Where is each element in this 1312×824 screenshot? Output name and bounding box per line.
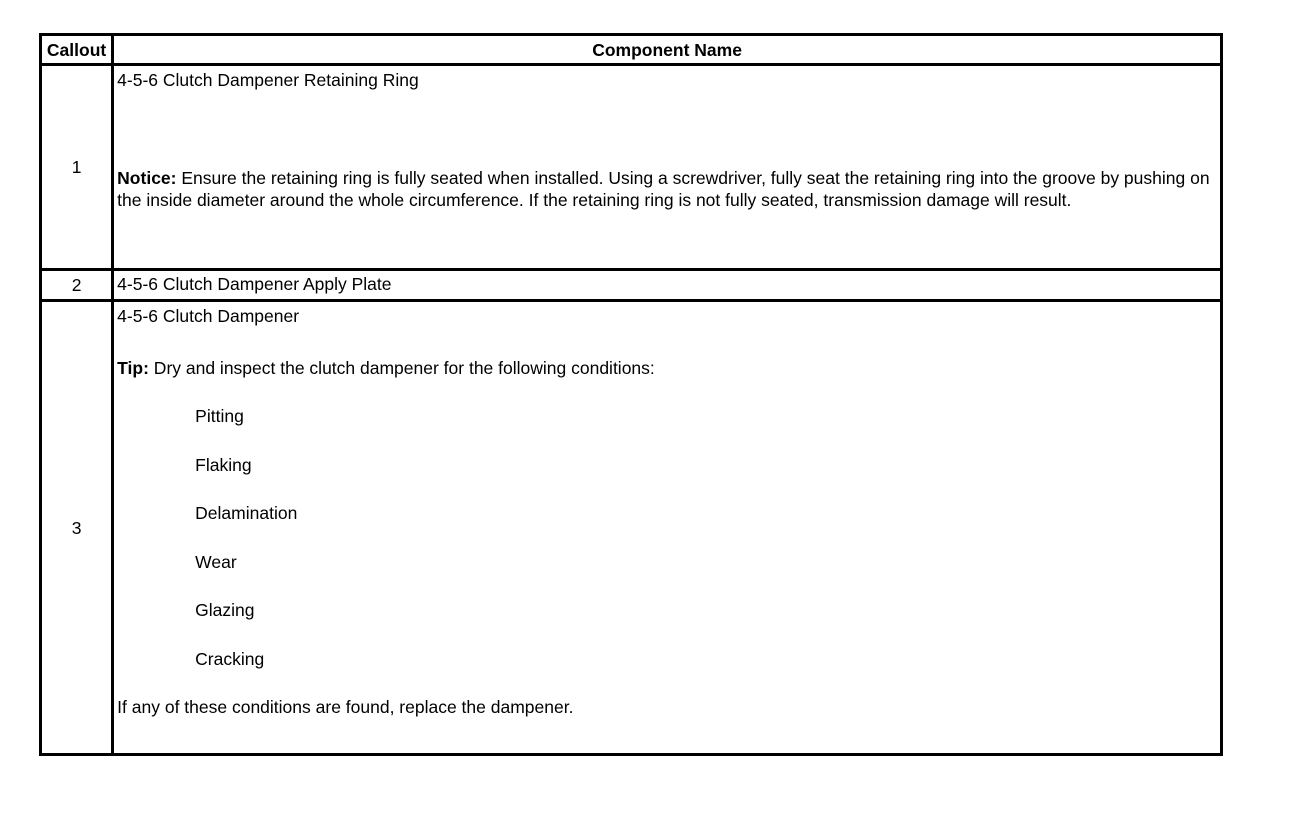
component-cell	[113, 270, 1222, 301]
table-row	[41, 65, 1222, 270]
callout-number: 3	[41, 301, 113, 755]
condition-item: Cracking	[195, 648, 265, 669]
notice-label: Notice:	[117, 168, 177, 188]
tip-paragraph	[117, 357, 1216, 379]
conditions-list	[117, 405, 1216, 696]
condition-item: Wear	[195, 551, 237, 572]
component-name-header: Component Name	[113, 35, 1222, 65]
component-cell	[113, 65, 1222, 270]
component-name: 4-5-6 Clutch Dampener Apply Plate	[117, 274, 392, 294]
callout-number: 1	[41, 65, 113, 270]
component-name: 4-5-6 Clutch Dampener	[117, 306, 300, 326]
condition-item: Delamination	[195, 503, 298, 523]
tip-label: Tip:	[117, 358, 149, 378]
table-header-row	[41, 35, 1222, 65]
condition-item: Flaking	[195, 454, 252, 475]
callout-number: 2	[41, 270, 113, 301]
component-name: 4-5-6 Clutch Dampener Retaining Ring	[117, 70, 419, 90]
condition-item: Glazing	[195, 600, 255, 620]
callout-header: Callout	[41, 35, 113, 65]
component-cell	[113, 301, 1222, 755]
closing-instruction: If any of these conditions are found, replace the dampener.	[117, 696, 574, 717]
component-table	[39, 33, 1223, 756]
tip-text: Dry and inspect the clutch dampener for the following conditions:	[148, 358, 655, 378]
condition-item: Pitting	[195, 406, 244, 426]
table-row	[41, 301, 1222, 755]
table-row	[41, 270, 1222, 301]
notice-text: Ensure the retaining ring is fully seated when installed. Using a screwdriver, fully seat the retaining ring into the groove by pushing on the inside diameter around the whole circumference. If the retaining ring is not fully seated, transmission damage will result.	[117, 168, 1210, 210]
notice-paragraph	[117, 167, 1216, 211]
